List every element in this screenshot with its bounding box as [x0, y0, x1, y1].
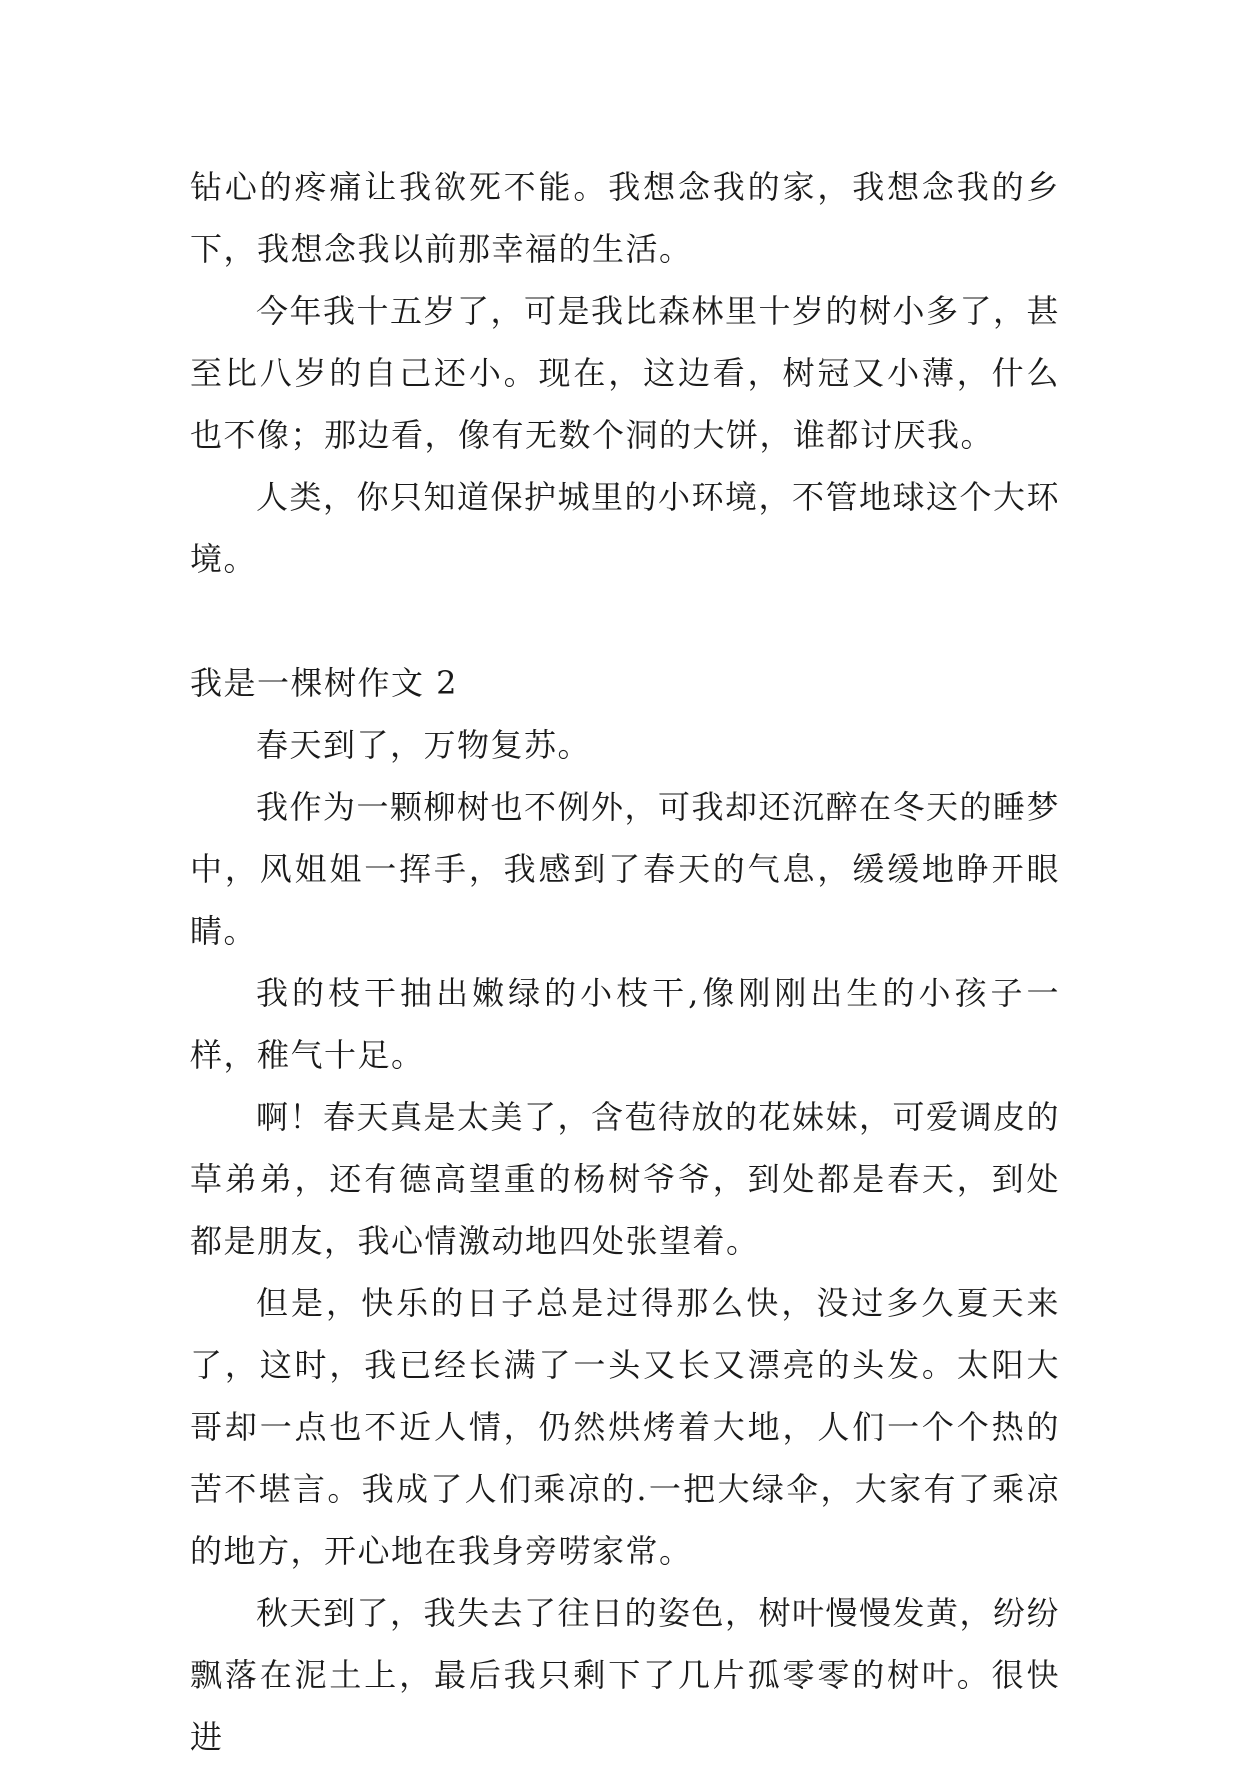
paragraph: 但是，快乐的日子总是过得那么快，没过多久夏天来了，这时，我已经长满了一头又长又漂亮的头发。太阳大哥却一点也不近人情，仍然烘烤着大地，人们一个个热的苦不堪言。我成了人们乘凉的.一把大绿伞，大家有了乘凉的地方，开心地在我身旁唠家常。	[190, 1284, 1060, 1570]
paragraph-continuation: 钻心的疼痛让我欲死不能。我想念我的家，我想念我的乡下，我想念我以前那幸福的生活。	[190, 168, 1060, 268]
paragraph: 我的枝干抽出嫩绿的小枝干,像刚刚出生的小孩子一样，稚气十足。	[190, 974, 1060, 1074]
paragraph: 秋天到了，我失去了往日的姿色，树叶慢慢发黄，纷纷飘落在泥土上，最后我只剩下了几片孤零零的树叶。很快进	[190, 1594, 1061, 1756]
paragraph: 人类，你只知道保护城里的小环境，不管地球这个大环境。	[190, 478, 1061, 578]
paragraph: 今年我十五岁了，可是我比森林里十岁的树小多了，甚至比八岁的自己还小。现在，这边看，树冠又小薄，什么也不像；那边看，像有无数个洞的大饼，谁都讨厌我。	[190, 292, 1061, 454]
paragraph: 我作为一颗柳树也不例外，可我却还沉醉在冬天的睡梦中，风姐姐一挥手，我感到了春天的气息，缓缓地睁开眼睛。	[190, 788, 1061, 950]
document-body	[190, 156, 1060, 1768]
essay-title: 我是一棵树作文 2	[190, 664, 459, 702]
paragraph: 啊！春天真是太美了，含苞待放的花妹妹，可爱调皮的草弟弟，还有德高望重的杨树爷爷，到处都是春天，到处都是朋友，我心情激动地四处张望着。	[190, 1098, 1061, 1260]
paragraph: 春天到了，万物复苏。	[256, 726, 592, 764]
